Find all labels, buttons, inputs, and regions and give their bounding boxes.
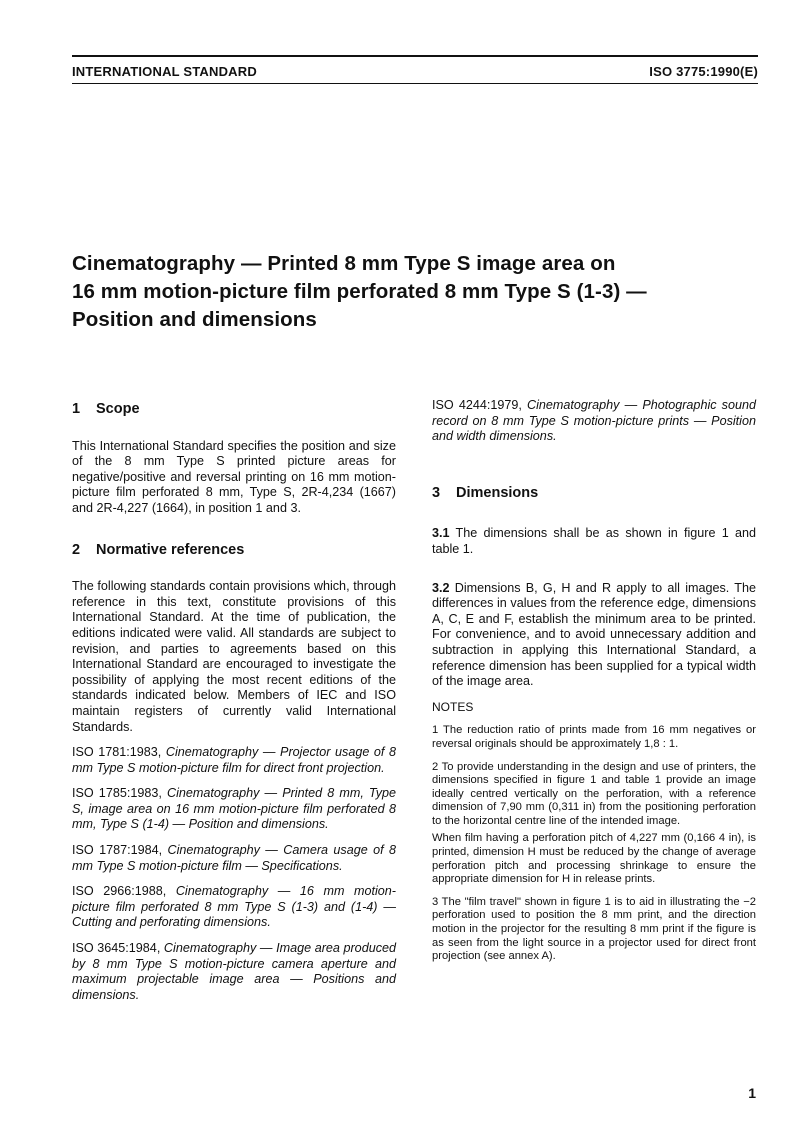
note-1: 1 The reduction ratio of prints made from 16 mm negatives or reversal originals should be approximately 1,8 : 1. — [432, 724, 756, 750]
scope-text: This International Standard specifies the position and size of the 8 mm Type S printed picture areas for negative/positive and reversal printing on 16 mm motion-picture film perforated 8 mm, Type S, 2R-4,234 (1667) and 2R-4,227 (1664), in position 1 and 3. — [72, 438, 396, 515]
reference-item: ISO 1787:1984, Cinematography — Camera usage of 8 mm Type S motion-picture film — Specifications. — [72, 843, 397, 873]
page-number: 1 — [748, 1085, 756, 1101]
document-title — [72, 250, 762, 334]
normative-intro: The following standards contain provisions which, through reference in this text, constitute provisions of this International Standard. At the time of publication, the editions indicated were valid. All standards are subject to revision, and parties to agreements based on this International Standard are encouraged to investigate the possibility of applying the most recent editions of the standards indicated below. Members of IEC and ISO maintain registers of currently valid International Standards. — [72, 579, 396, 734]
note-2-continued: When film having a perforation pitch of 4,227 mm (0,166 4 in), is printed, dimension H must be reduced by the change of average perforation pitch and processing shrinkage to ensure the appropriate dimension for H in release prints. — [432, 832, 756, 886]
clause-3-1: 3.1 The dimensions shall be as shown in figure 1 and table 1. — [432, 526, 756, 556]
header-rule-top — [72, 55, 758, 57]
scope-heading: 1 Scope — [72, 401, 140, 417]
title-line-1: Cinematography — Printed 8 mm Type S image area on — [72, 252, 616, 275]
reference-item: ISO 1781:1983, Cinematography — Projector usage of 8 mm Type S motion-picture film for direct front projection. — [72, 745, 396, 775]
note-3: 3 The "film travel" shown in figure 1 is to aid in illustrating the −2 perforation used to position the 8 mm print, and the direction motion in the projector for the resulting 8 mm print if the figure is as seen from the light source in a projector used for direct front projection (see annex A). — [432, 895, 756, 963]
standard-number: ISO 3775:1990(E) — [649, 64, 758, 79]
dimensions-heading: 3 Dimensions — [432, 484, 539, 501]
reference-item: ISO 3645:1984, Cinematography — Image area produced by 8 mm Type S motion-picture camera aperture and maximum projectable image area — Positions and dimensions. — [72, 941, 397, 1002]
clause-3-2: 3.2 Dimensions B, G, H and R apply to all images. The differences in values from the reference edge, dimensions A, C, E and F, establish the minimum area to be printed. For convenience, and to avoid unnecessary addition and subtraction in applying this International Standard, a reference dimension has been supplied for a typical width of the image area. — [432, 580, 756, 689]
title-line-2: 16 mm motion-picture film perforated 8 mm Type S (1-3) — — [72, 280, 647, 303]
normative-heading: 2 Normative references — [72, 541, 245, 558]
note-2: 2 To provide understanding in the design and use of printers, the dimensions specified in figure 1 and table 1 provide an image ideally centred vertically on the perforation, with a reference dimension of 7,90 mm (0,311 in) from the positioning perforation to the horizontal centre line of the intended image. — [432, 760, 756, 827]
reference-item: ISO 4244:1979, Cinematography — Photographic sound record on 8 mm Type S motion-picture prints — Position and width dimensions. — [432, 398, 756, 444]
standard-type-label: INTERNATIONAL STANDARD — [72, 64, 257, 79]
left-column — [72, 402, 396, 1003]
reference-item: ISO 1785:1983, Cinematography — Printed 8 mm, Type S, image area on 16 mm motion-picture film perforated 8 mm, Type S (1-4) — Position and dimensions. — [72, 786, 396, 832]
reference-item: ISO 2966:1988, Cinematography — 16 mm motion-picture film perforated 8 mm Type S (1-3) and (1-4) — Cutting and perforating dimensions. — [72, 884, 396, 930]
notes-label: NOTES — [432, 699, 474, 714]
title-line-3: Position and dimensions — [72, 308, 317, 331]
right-column — [432, 398, 756, 964]
header-rule-bottom — [72, 83, 758, 84]
